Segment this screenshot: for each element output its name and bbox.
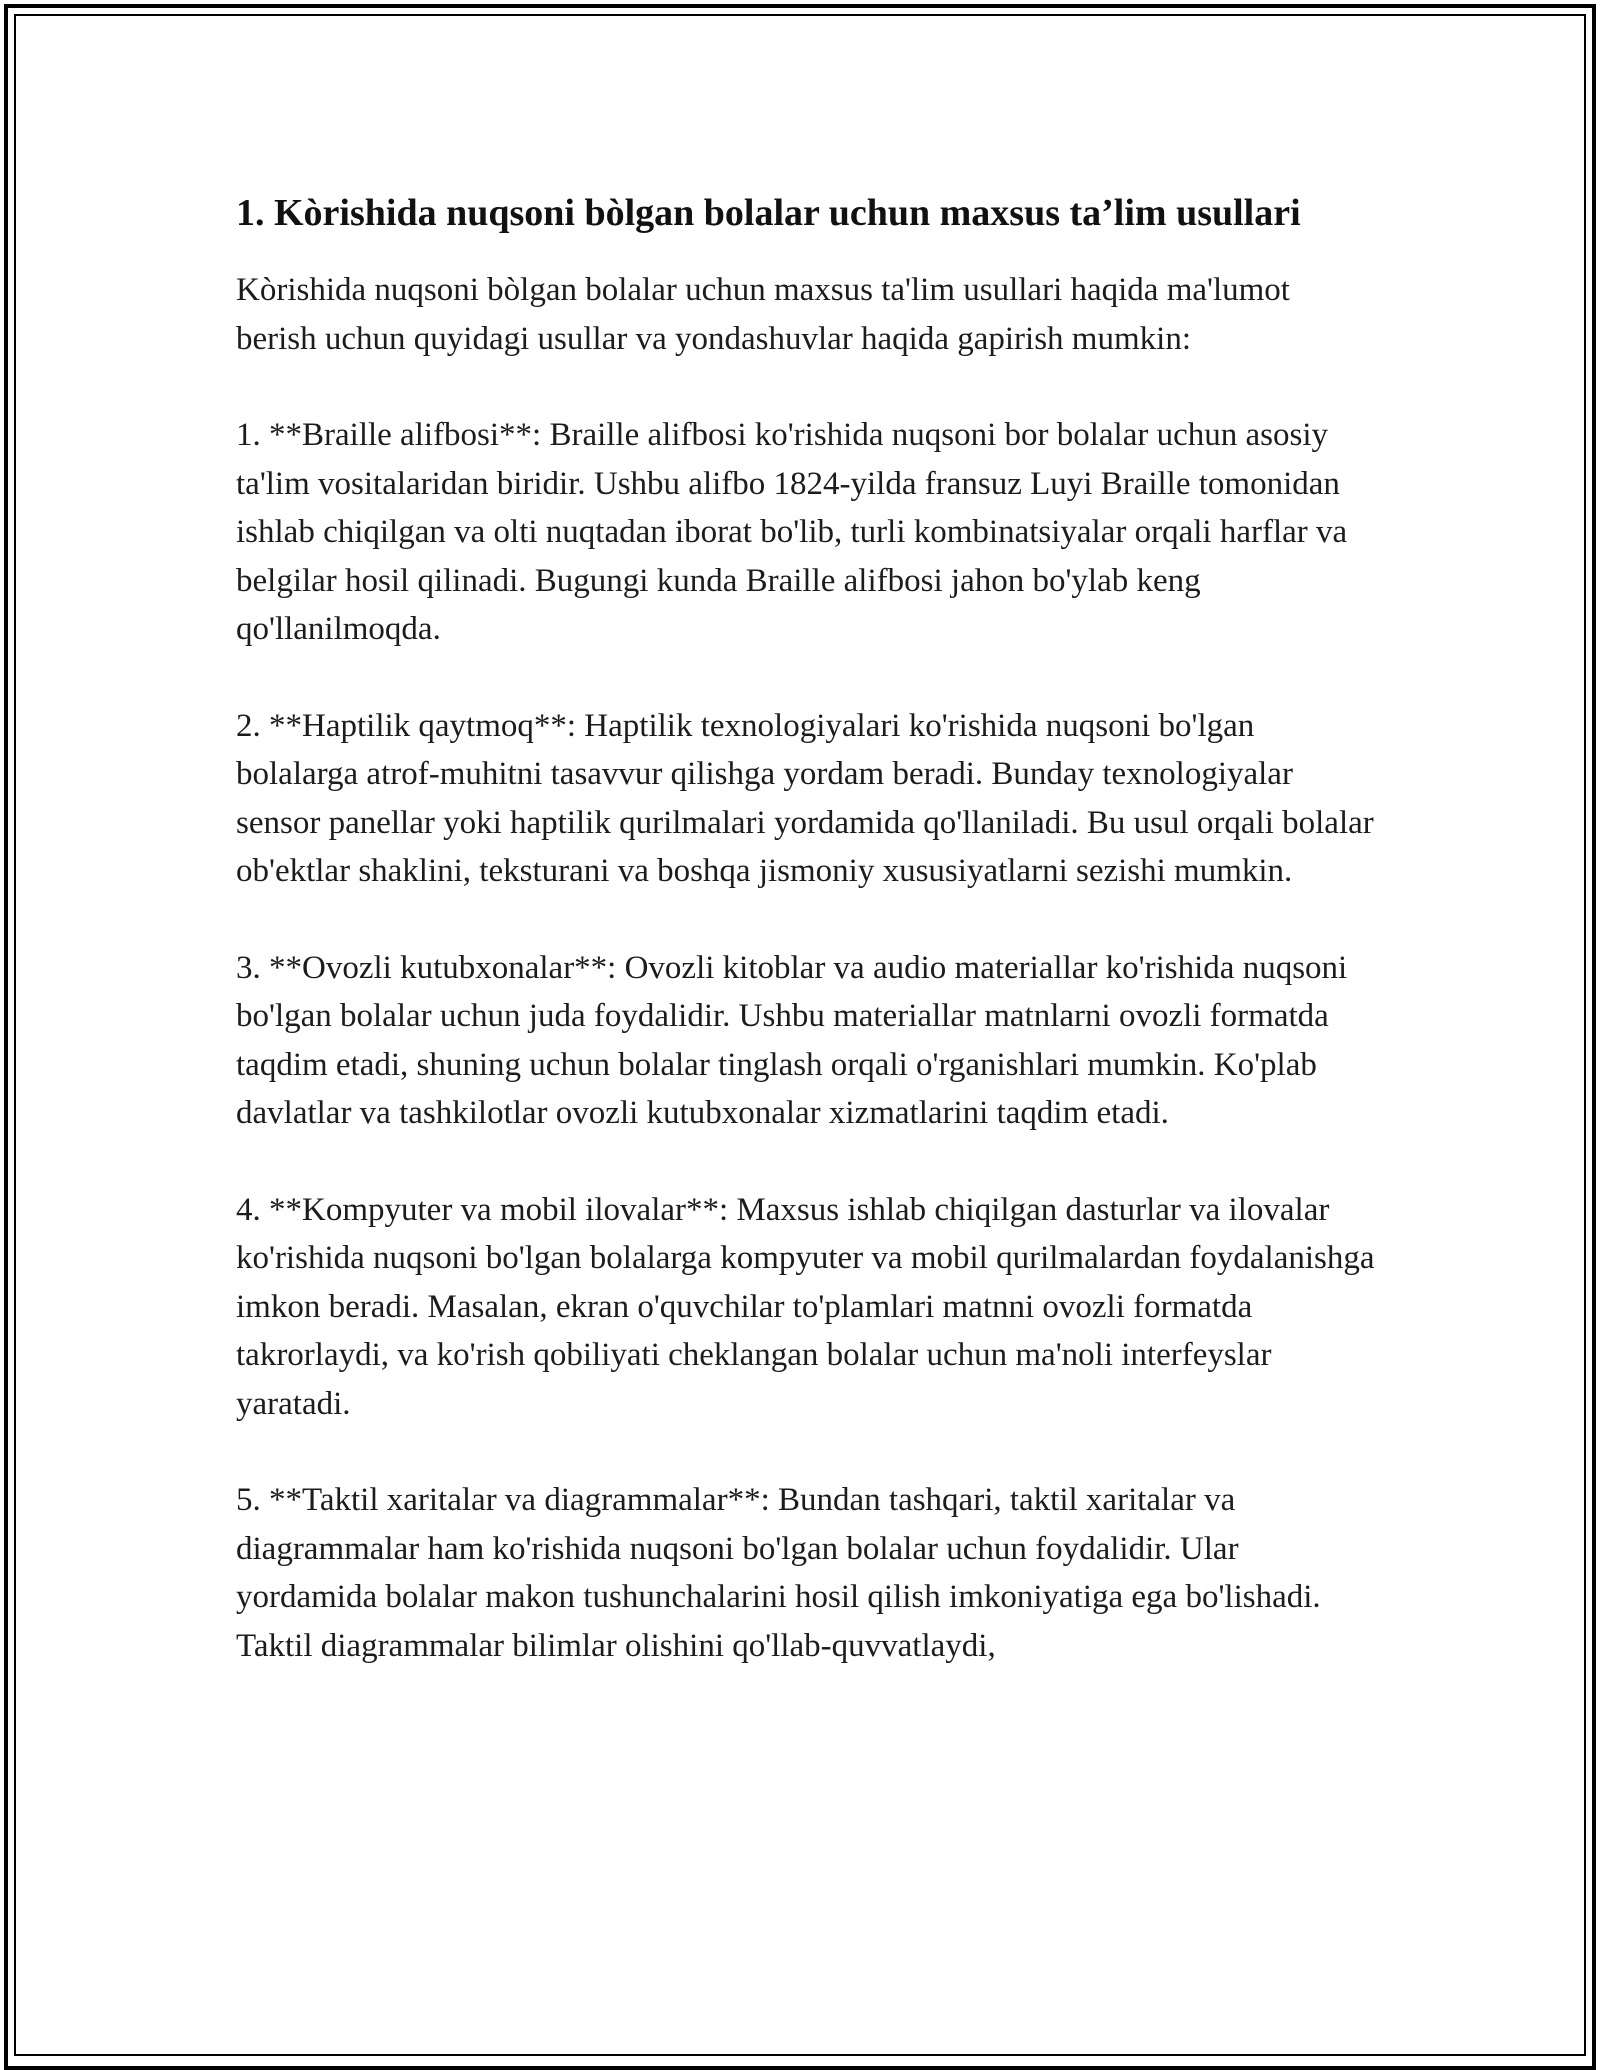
paragraph-audio-libraries: 3. **Ovozli kutubxonalar**: Ovozli kitoblar va audio materiallar ko'rishida nuqsoni bo'lgan bolalar uchun juda foydalidir. Ushbu materiallar matnlarni ovozli formatda taqdim etadi, shuning uchun bolalar tinglash orqali o'rganishlari mumkin. Ko'plab davlatlar va tashkilotlar ovozli kutubxonalar xizmatlarini taqdim etadi.: [236, 949, 1348, 1131]
paragraph-computer-mobile-apps: 4. **Kompyuter va mobil ilovalar**: Maxsus ishlab chiqilgan dasturlar va ilovalar ko'rishida nuqsoni bo'lgan bolalarga kompyuter va mobil qurilmalardan foydalanishga imkon beradi. Masalan, ekran o'quvchilar to'plamlari matnni ovozli formatda takrorlaydi, va ko'rish qobiliyati cheklangan bolalar uchun ma'noli interfeyslar yaratadi.: [236, 1191, 1375, 1422]
paragraph-braille: 1. **Braille alifbosi**: Braille alifbosi ko'rishida nuqsoni bor bolalar uchun asosiy ta'lim vositalaridan biridir. Ushbu alifbo 1824-yilda fransuz Luyi Braille tomonidan ishlab chiqilgan va olti nuqtadan iborat bo'lib, turli kombinatsiyalar orqali harflar va belgilar hosil qilinadi. Bugungi kunda Braille alifbosi jahon bo'ylab keng qo'llanilmoqda.: [236, 417, 1348, 647]
paragraph-tactile-maps: 5. **Taktil xaritalar va diagrammalar**: Bundan tashqari, taktil xaritalar va diagrammalar ham ko'rishida nuqsoni bo'lgan bolalar uchun foydalidir. Ular yordamida bolalar makon tushunchalarini hosil qilish imkoniyatiga ega bo'lishadi. Taktil diagrammalar bilimlar olishini qo'llab-quvvatlaydi,: [236, 1482, 1321, 1664]
section-heading: 1. Kòrishida nuqsoni bòlgan bolalar uchun maxsus ta’lim usullari: [236, 192, 1301, 234]
intro-paragraph: Kòrishida nuqsoni bòlgan bolalar uchun maxsus ta'lim usullari haqida ma'lumot berish uchun quyidagi usullar va yondashuvlar haqida gapirish mumkin:: [236, 272, 1290, 357]
document-body: [236, 186, 1376, 1670]
paragraph-haptic: 2. **Haptilik qaytmoq**: Haptilik texnologiyalari ko'rishida nuqsoni bo'lgan bolalarga atrof-muhitni tasavvur qilishga yordam beradi. Bunday texnologiyalar sensor panellar yoki haptilik qurilmalari yordamida qo'llaniladi. Bu usul orqali bolalar ob'ektlar shaklini, teksturani va boshqa jismoniy xususiyatlarni sezishi mumkin.: [236, 707, 1374, 889]
